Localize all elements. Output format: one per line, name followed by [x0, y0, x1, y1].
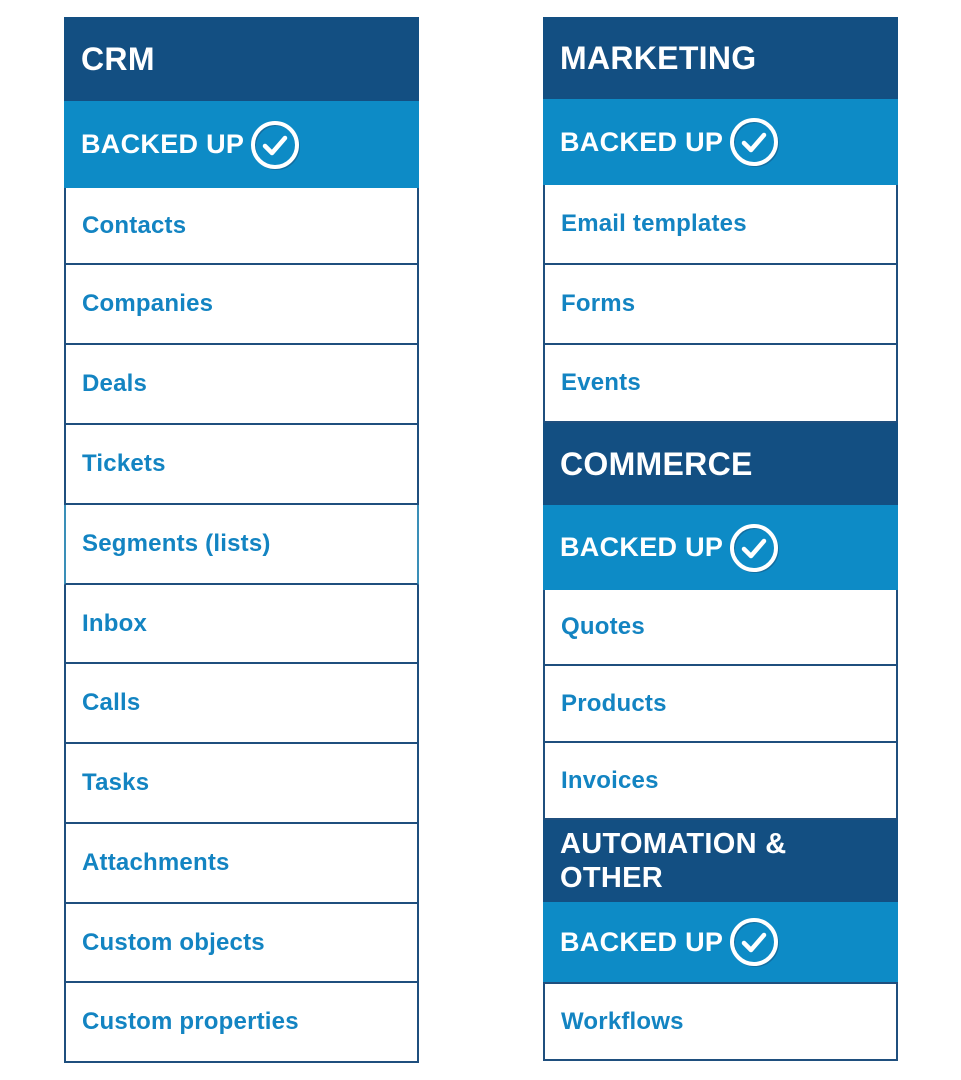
crm-title: CRM — [81, 40, 155, 77]
list-item-tasks — [64, 744, 419, 824]
list-item-contacts — [64, 188, 419, 265]
list-item-label: Workflows — [561, 1007, 684, 1035]
crm-status-bar — [64, 101, 419, 188]
commerce-header — [543, 423, 898, 505]
list-item-segments — [64, 505, 419, 585]
check-circle-icon — [250, 120, 300, 170]
list-item-products — [543, 666, 898, 743]
list-item-label: Forms — [561, 290, 636, 317]
list-item-label: Email templates — [561, 210, 747, 237]
marketing-status-bar — [543, 99, 898, 185]
automation-title-line2: OTHER — [560, 862, 663, 894]
commerce-status-label: BACKED UP — [560, 532, 724, 562]
marketing-title: MARKETING — [560, 39, 757, 76]
list-item-invoices — [543, 743, 898, 820]
list-item-label: Tickets — [82, 450, 166, 477]
list-item-label: Tasks — [82, 769, 150, 796]
list-item-label: Products — [561, 689, 667, 717]
list-item-label: Invoices — [561, 766, 659, 794]
marketing-header — [543, 17, 898, 99]
list-item-label: Inbox — [82, 609, 147, 637]
list-item-attachments — [64, 824, 419, 904]
automation-title-line1: AUTOMATION & — [560, 828, 787, 860]
automation-status-label: BACKED UP — [560, 926, 724, 957]
check-circle-icon — [729, 523, 779, 573]
list-item-label: Deals — [82, 370, 148, 397]
crm-section — [64, 17, 419, 1063]
list-item-tickets — [64, 425, 419, 505]
list-item-calls — [64, 664, 419, 744]
list-item-quotes — [543, 590, 898, 666]
list-item-custom-objects — [64, 904, 419, 983]
list-item-workflows — [543, 982, 898, 1061]
list-item-inbox — [64, 585, 419, 664]
list-item-label: Quotes — [561, 613, 645, 640]
crm-header — [64, 17, 419, 101]
list-item-label: Companies — [82, 290, 214, 317]
list-item-label: Segments (lists) — [82, 530, 271, 557]
list-item-label: Calls — [82, 689, 141, 716]
list-item-events — [543, 345, 898, 423]
list-item-forms — [543, 265, 898, 345]
list-item-label: Events — [561, 369, 641, 396]
automation-header — [543, 820, 898, 902]
list-item-label: Attachments — [82, 849, 230, 876]
list-item-label: Custom objects — [82, 928, 265, 956]
commerce-title: COMMERCE — [560, 445, 753, 482]
list-item-custom-properties — [64, 983, 419, 1063]
list-item-companies — [64, 265, 419, 345]
list-item-email-templates — [543, 185, 898, 265]
list-item-deals — [64, 345, 419, 425]
list-item-label: Custom properties — [82, 1008, 299, 1035]
right-sections — [543, 17, 898, 1061]
marketing-status-label: BACKED UP — [560, 126, 724, 157]
list-item-label: Contacts — [82, 211, 187, 239]
automation-status-bar — [543, 902, 898, 982]
commerce-status-bar — [543, 505, 898, 590]
crm-status-label: BACKED UP — [81, 129, 245, 159]
check-circle-icon — [729, 117, 779, 167]
check-circle-icon — [729, 917, 779, 967]
